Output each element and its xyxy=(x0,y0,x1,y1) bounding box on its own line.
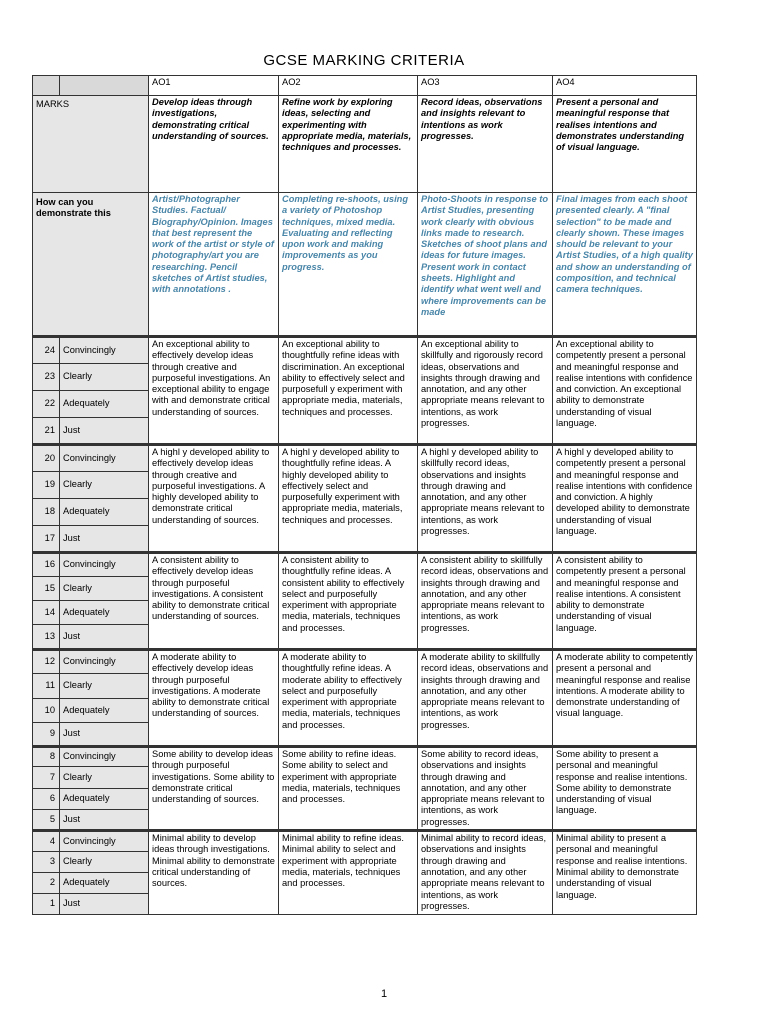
objective-ao4: Present a personal and meaningful response that realises intentions and demonstrates understanding of visual language. xyxy=(553,96,697,193)
mark-number: 16 xyxy=(33,553,60,577)
mark-row xyxy=(33,831,697,852)
mark-row xyxy=(33,445,697,472)
achievement-level: Adequately xyxy=(60,601,149,625)
mark-number: 20 xyxy=(33,445,60,472)
header-ao3: AO3 xyxy=(418,76,553,96)
band-descriptor-ao1: A consistent ability to effectively develop ideas through purposeful investigations. A consistent ability to demonstrate critical understanding of sources. xyxy=(149,553,279,650)
band-descriptor-ao3: A consistent ability to skillfully record ideas, observations and insights through drawing and annotation, and any other appropriate means relevant to intentions, as work progresses. xyxy=(418,553,553,650)
band-descriptor-ao2: Some ability to refine ideas. Some ability to select and experiment with appropriate media, materials, techniques and processes. xyxy=(279,747,418,831)
band-descriptor-ao1: Minimal ability to develop ideas through investigations. Minimal ability to demonstrate critical understanding of sources. xyxy=(149,831,279,915)
header-blank-cell xyxy=(60,76,149,96)
band-descriptor-ao3: A highl y developed ability to skillfully record ideas, observations and insights through drawing and annotation, and any other appropriate means relevant to intentions, as work progresses. xyxy=(418,445,553,553)
achievement-level: Just xyxy=(60,526,149,553)
demonstrate-label: How can you demonstrate this xyxy=(33,193,149,337)
band-descriptor-ao1: A highl y developed ability to effectively develop ideas through creative and purposeful investigations. A highly developed ability to demonstrate critical understanding of sources. xyxy=(149,445,279,553)
band-descriptor-ao4: A moderate ability to competently present a personal and meaningful response and realise intentions. A moderate ability to demonstrate understanding of visual language. xyxy=(553,650,697,747)
mark-number: 12 xyxy=(33,650,60,674)
achievement-level: Adequately xyxy=(60,788,149,809)
page-title: GCSE MARKING CRITERIA xyxy=(263,52,465,69)
achievement-level: Convincingly xyxy=(60,337,149,364)
mark-number: 15 xyxy=(33,577,60,601)
mark-number: 17 xyxy=(33,526,60,553)
mark-number: 18 xyxy=(33,499,60,526)
achievement-level: Adequately xyxy=(60,499,149,526)
page-number: 1 xyxy=(380,988,388,1000)
header-row xyxy=(33,76,697,96)
mark-number: 6 xyxy=(33,788,60,809)
achievement-level: Adequately xyxy=(60,699,149,723)
demonstrate-ao1: Artist/Photographer Studies. Factual/ Biography/Opinion. Images that best represent the work of the artist or style of photography/art you are researching. Pencil sketches of Artist studies, with annotations . xyxy=(149,193,279,337)
marks-label: MARKS xyxy=(33,96,149,193)
demonstrate-ao2: Completing re-shoots, using a variety of Photoshop techniques, mixed media. Evaluating and reflecting upon work and making improvements as you progress. xyxy=(279,193,418,337)
achievement-level: Convincingly xyxy=(60,553,149,577)
achievement-level: Clearly xyxy=(60,577,149,601)
objectives-row xyxy=(33,96,697,193)
band-descriptor-ao2: A highl y developed ability to thoughtfully refine ideas. A highly developed ability to effectively select and purposefully experiment with appropriate media, materials, techniques and processes. xyxy=(279,445,418,553)
mark-number: 22 xyxy=(33,391,60,418)
band-descriptor-ao2: An exceptional ability to thoughtfully refine ideas with discrimination. An exceptional ability to effectively select and purposefull y experiment with appropriate media, materials, techniques and processes. xyxy=(279,337,418,445)
band-descriptor-ao3: Some ability to record ideas, observations and insights through drawing and annotation, and any other appropriate means relevant to intentions, as work progresses. xyxy=(418,747,553,831)
band-descriptor-ao4: A highl y developed ability to competently present a personal and meaningful response and realise intentions with confidence and conviction. A highly developed ability to demonstrate understanding of visual language. xyxy=(553,445,697,553)
achievement-level: Convincingly xyxy=(60,831,149,852)
mark-number: 5 xyxy=(33,809,60,830)
achievement-level: Adequately xyxy=(60,873,149,894)
achievement-level: Convincingly xyxy=(60,650,149,674)
mark-number: 3 xyxy=(33,852,60,873)
achievement-level: Clearly xyxy=(60,674,149,699)
mark-number: 24 xyxy=(33,337,60,364)
mark-row xyxy=(33,650,697,674)
mark-number: 9 xyxy=(33,723,60,747)
mark-row xyxy=(33,553,697,577)
band-descriptor-ao4: Some ability to present a personal and meaningful response and realise intentions. Some ability to demonstrate understanding of visual language. xyxy=(553,747,697,831)
band-descriptor-ao3: An exceptional ability to skillfully and rigorously record ideas, observations and insights through drawing and annotation, and any other appropriate means relevant to intentions, as work progresses. xyxy=(418,337,553,445)
mark-number: 8 xyxy=(33,747,60,767)
achievement-level: Clearly xyxy=(60,767,149,788)
band-descriptor-ao1: An exceptional ability to effectively develop ideas through creative and purposeful investigations. An exceptional ability to engage with and demonstrate critical understanding of sources. xyxy=(149,337,279,445)
achievement-level: Convincingly xyxy=(60,747,149,767)
band-descriptor-ao3: A moderate ability to skillfully record ideas, observations and insights through drawing and annotation, and any other appropriate means relevant to intentions, as work progresses. xyxy=(418,650,553,747)
achievement-level: Adequately xyxy=(60,391,149,418)
mark-number: 14 xyxy=(33,601,60,625)
mark-row xyxy=(33,337,697,364)
mark-number: 4 xyxy=(33,831,60,852)
objective-ao3: Record ideas, observations and insights relevant to intentions as work progresses. xyxy=(418,96,553,193)
band-descriptor-ao4: A consistent ability to competently present a personal and meaningful response and realise intentions. A consistent ability to demonstrate understanding of visual language. xyxy=(553,553,697,650)
achievement-level: Just xyxy=(60,809,149,830)
achievement-level: Convincingly xyxy=(60,445,149,472)
mark-number: 21 xyxy=(33,418,60,445)
header-ao2: AO2 xyxy=(279,76,418,96)
band-descriptor-ao1: Some ability to develop ideas through purposeful investigations. Some ability to demonstrate critical understanding of sources. xyxy=(149,747,279,831)
mark-number: 11 xyxy=(33,674,60,699)
achievement-level: Just xyxy=(60,894,149,915)
mark-number: 2 xyxy=(33,873,60,894)
band-descriptor-ao2: A consistent ability to thoughtfully refine ideas. A consistent ability to effectively select and purposefully experiment with appropriate media, materials, techniques and processes. xyxy=(279,553,418,650)
demonstrate-ao4: Final images from each shoot presented clearly. A "final selection" to be made and clearly shown. These images should be relevant to your Artist Studies, of a high quality and show an understanding of composition, and technical camera techniques. xyxy=(553,193,697,337)
mark-number: 23 xyxy=(33,364,60,391)
achievement-level: Clearly xyxy=(60,364,149,391)
mark-number: 13 xyxy=(33,625,60,650)
band-descriptor-ao3: Minimal ability to record ideas, observations and insights through drawing and annotation, and any other appropriate means relevant to intentions, as work progresses. xyxy=(418,831,553,915)
mark-number: 7 xyxy=(33,767,60,788)
achievement-level: Clearly xyxy=(60,852,149,873)
header-blank-cell xyxy=(33,76,60,96)
objective-ao1: Develop ideas through investigations, demonstrating critical understanding of sources. xyxy=(149,96,279,193)
band-descriptor-ao1: A moderate ability to effectively develop ideas through purposeful investigations. A moderate ability to demonstrate critical understanding of sources. xyxy=(149,650,279,747)
mark-number: 1 xyxy=(33,894,60,915)
demonstrate-ao3: Photo-Shoots in response to Artist Studies, presenting work clearly with obvious links made to research. Sketches of shoot plans and ideas for future images. Present work in contact sheets. Highlight and identify what went well and where improvements can be made xyxy=(418,193,553,337)
achievement-level: Clearly xyxy=(60,472,149,499)
band-descriptor-ao4: An exceptional ability to competently present a personal and meaningful response and realise intentions with confidence and conviction. An exceptional ability to demonstrate understanding of visual language. xyxy=(553,337,697,445)
achievement-level: Just xyxy=(60,723,149,747)
mark-row xyxy=(33,747,697,767)
achievement-level: Just xyxy=(60,625,149,650)
band-descriptor-ao2: A moderate ability to thoughtfully refine ideas. A moderate ability to effectively select and purposefully experiment with appropriate media, materials, techniques and processes. xyxy=(279,650,418,747)
header-ao4: AO4 xyxy=(553,76,697,96)
achievement-level: Just xyxy=(60,418,149,445)
header-ao1: AO1 xyxy=(149,76,279,96)
objective-ao2: Refine work by exploring ideas, selecting and experimenting with appropriate media, materials, techniques and processes. xyxy=(279,96,418,193)
band-descriptor-ao2: Minimal ability to refine ideas. Minimal ability to select and experiment with appropriate media, materials, techniques and processes. xyxy=(279,831,418,915)
mark-number: 10 xyxy=(33,699,60,723)
band-descriptor-ao4: Minimal ability to present a personal and meaningful response and realise intentions. Minimal ability to demonstrate understanding of visual language. xyxy=(553,831,697,915)
demonstrate-row xyxy=(33,193,697,337)
marking-criteria-table xyxy=(32,75,697,915)
mark-number: 19 xyxy=(33,472,60,499)
